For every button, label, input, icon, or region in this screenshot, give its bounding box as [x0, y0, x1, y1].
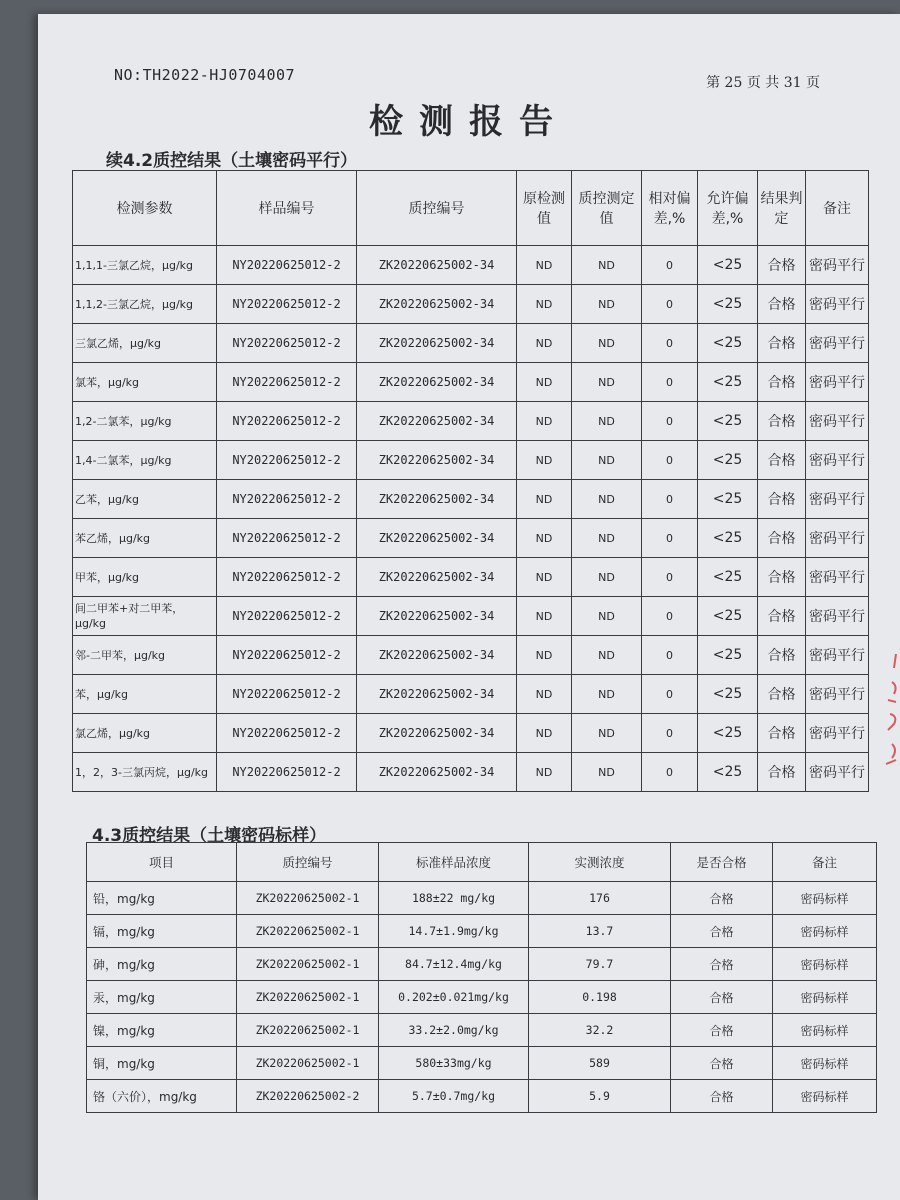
result-judgement-cell: 合格: [758, 246, 806, 285]
standard-sample-qc-table: [86, 842, 877, 1113]
sample-id-cell: NY20220625012-2: [217, 480, 357, 519]
standard-concentration-cell: 33.2±2.0mg/kg: [379, 1014, 529, 1047]
table-row: [73, 714, 869, 753]
result-judgement-cell: 合格: [758, 285, 806, 324]
report-number: NO:TH2022-HJ0704007: [114, 66, 296, 84]
column-header: 质控测定值: [572, 171, 642, 246]
sample-id-cell: NY20220625012-2: [217, 753, 357, 792]
item-cell: 铜，mg/kg: [87, 1047, 237, 1080]
test-parameter-cell: 1,2-二氯苯，μg/kg: [73, 402, 217, 441]
table-row: [73, 480, 869, 519]
standard-concentration-cell: 5.7±0.7mg/kg: [379, 1080, 529, 1113]
allowed-deviation-cell: <25: [698, 246, 758, 285]
original-value-cell: ND: [517, 480, 572, 519]
table-row: [73, 519, 869, 558]
table-row: [87, 1014, 877, 1047]
table-row: [73, 636, 869, 675]
qc-id-cell: ZK20220625002-34: [357, 636, 517, 675]
remark-cell: 密码标样: [773, 882, 877, 915]
original-value-cell: ND: [517, 753, 572, 792]
qc-id-cell: ZK20220625002-34: [357, 363, 517, 402]
measured-concentration-cell: 589: [529, 1047, 671, 1080]
remark-cell: 密码标样: [773, 1080, 877, 1113]
relative-deviation-cell: 0: [642, 558, 698, 597]
remark-cell: 密码平行: [806, 480, 869, 519]
remark-cell: 密码平行: [806, 753, 869, 792]
allowed-deviation-cell: <25: [698, 363, 758, 402]
column-header: 结果判定: [758, 171, 806, 246]
relative-deviation-cell: 0: [642, 246, 698, 285]
test-parameter-cell: 甲苯，μg/kg: [73, 558, 217, 597]
remark-cell: 密码平行: [806, 402, 869, 441]
original-value-cell: ND: [517, 714, 572, 753]
remark-cell: 密码平行: [806, 363, 869, 402]
relative-deviation-cell: 0: [642, 285, 698, 324]
remark-cell: 密码标样: [773, 948, 877, 981]
qc-id-cell: ZK20220625002-34: [357, 519, 517, 558]
original-value-cell: ND: [517, 519, 572, 558]
remark-cell: 密码平行: [806, 636, 869, 675]
table-row: [73, 753, 869, 792]
table-row: [73, 597, 869, 636]
report-page: [38, 14, 900, 1200]
result-judgement-cell: 合格: [758, 675, 806, 714]
relative-deviation-cell: 0: [642, 402, 698, 441]
qc-id-cell: ZK20220625002-34: [357, 675, 517, 714]
table-row: [73, 675, 869, 714]
remark-cell: 密码平行: [806, 597, 869, 636]
result-judgement-cell: 合格: [758, 558, 806, 597]
original-value-cell: ND: [517, 363, 572, 402]
column-header: 质控编号: [237, 843, 379, 882]
allowed-deviation-cell: <25: [698, 519, 758, 558]
standard-concentration-cell: 14.7±1.9mg/kg: [379, 915, 529, 948]
table-row: [87, 915, 877, 948]
table-row: [73, 402, 869, 441]
pass-status-cell: 合格: [671, 882, 773, 915]
remark-cell: 密码平行: [806, 675, 869, 714]
item-cell: 汞，mg/kg: [87, 981, 237, 1014]
allowed-deviation-cell: <25: [698, 714, 758, 753]
measured-concentration-cell: 32.2: [529, 1014, 671, 1047]
column-header: 相对偏差,%: [642, 171, 698, 246]
pass-status-cell: 合格: [671, 915, 773, 948]
result-judgement-cell: 合格: [758, 441, 806, 480]
relative-deviation-cell: 0: [642, 753, 698, 792]
parallel-qc-table: [72, 170, 869, 792]
test-parameter-cell: 间二甲苯+对二甲苯，μg/kg: [73, 597, 217, 636]
column-header: 标准样品浓度: [379, 843, 529, 882]
result-judgement-cell: 合格: [758, 402, 806, 441]
relative-deviation-cell: 0: [642, 363, 698, 402]
column-header: 实测浓度: [529, 843, 671, 882]
remark-cell: 密码标样: [773, 981, 877, 1014]
qc-id-cell: ZK20220625002-34: [357, 714, 517, 753]
qc-id-cell: ZK20220625002-34: [357, 753, 517, 792]
standard-concentration-cell: 0.202±0.021mg/kg: [379, 981, 529, 1014]
allowed-deviation-cell: <25: [698, 402, 758, 441]
measured-concentration-cell: 13.7: [529, 915, 671, 948]
column-header: 样品编号: [217, 171, 357, 246]
column-header: 检测参数: [73, 171, 217, 246]
table-row: [87, 981, 877, 1014]
column-header: 原检测值: [517, 171, 572, 246]
remark-cell: 密码平行: [806, 714, 869, 753]
sample-id-cell: NY20220625012-2: [217, 441, 357, 480]
result-judgement-cell: 合格: [758, 597, 806, 636]
relative-deviation-cell: 0: [642, 675, 698, 714]
test-parameter-cell: 1，2，3-三氯丙烷，μg/kg: [73, 753, 217, 792]
sample-id-cell: NY20220625012-2: [217, 636, 357, 675]
relative-deviation-cell: 0: [642, 714, 698, 753]
qc-value-cell: ND: [572, 324, 642, 363]
qc-id-cell: ZK20220625002-34: [357, 597, 517, 636]
table-row: [73, 558, 869, 597]
table-row: [87, 1080, 877, 1113]
result-judgement-cell: 合格: [758, 714, 806, 753]
original-value-cell: ND: [517, 285, 572, 324]
qc-value-cell: ND: [572, 753, 642, 792]
sample-id-cell: NY20220625012-2: [217, 519, 357, 558]
item-cell: 铬（六价），mg/kg: [87, 1080, 237, 1113]
relative-deviation-cell: 0: [642, 324, 698, 363]
table-row: [73, 285, 869, 324]
qc-value-cell: ND: [572, 480, 642, 519]
measured-concentration-cell: 79.7: [529, 948, 671, 981]
standard-concentration-cell: 580±33mg/kg: [379, 1047, 529, 1080]
qc-value-cell: ND: [572, 597, 642, 636]
remark-cell: 密码平行: [806, 519, 869, 558]
item-cell: 砷，mg/kg: [87, 948, 237, 981]
allowed-deviation-cell: <25: [698, 558, 758, 597]
sample-id-cell: NY20220625012-2: [217, 714, 357, 753]
original-value-cell: ND: [517, 246, 572, 285]
table-row: [87, 882, 877, 915]
remark-cell: 密码平行: [806, 324, 869, 363]
sample-id-cell: NY20220625012-2: [217, 324, 357, 363]
measured-concentration-cell: 5.9: [529, 1080, 671, 1113]
table-row: [73, 441, 869, 480]
qc-id-cell: ZK20220625002-34: [357, 324, 517, 363]
qc-value-cell: ND: [572, 636, 642, 675]
test-parameter-cell: 氯乙烯，μg/kg: [73, 714, 217, 753]
qc-id-cell: ZK20220625002-1: [237, 882, 379, 915]
result-judgement-cell: 合格: [758, 519, 806, 558]
column-header: 允许偏差,%: [698, 171, 758, 246]
qc-id-cell: ZK20220625002-1: [237, 1047, 379, 1080]
qc-id-cell: ZK20220625002-2: [237, 1080, 379, 1113]
red-seal-mark: [874, 654, 900, 774]
test-parameter-cell: 乙苯，μg/kg: [73, 480, 217, 519]
remark-cell: 密码平行: [806, 246, 869, 285]
standard-concentration-cell: 84.7±12.4mg/kg: [379, 948, 529, 981]
qc-id-cell: ZK20220625002-1: [237, 948, 379, 981]
qc-id-cell: ZK20220625002-34: [357, 402, 517, 441]
section-42-title: 续4.2质控结果（土壤密码平行）: [106, 151, 358, 171]
item-cell: 铅，mg/kg: [87, 882, 237, 915]
test-parameter-cell: 1,1,1-三氯乙烷，μg/kg: [73, 246, 217, 285]
table-row: [87, 1047, 877, 1080]
qc-value-cell: ND: [572, 246, 642, 285]
item-cell: 镍，mg/kg: [87, 1014, 237, 1047]
sample-id-cell: NY20220625012-2: [217, 285, 357, 324]
qc-id-cell: ZK20220625002-34: [357, 558, 517, 597]
test-parameter-cell: 苯，μg/kg: [73, 675, 217, 714]
original-value-cell: ND: [517, 597, 572, 636]
remark-cell: 密码标样: [773, 915, 877, 948]
column-header: 是否合格: [671, 843, 773, 882]
result-judgement-cell: 合格: [758, 363, 806, 402]
qc-value-cell: ND: [572, 675, 642, 714]
result-judgement-cell: 合格: [758, 324, 806, 363]
sample-id-cell: NY20220625012-2: [217, 246, 357, 285]
test-parameter-cell: 苯乙烯，μg/kg: [73, 519, 217, 558]
qc-id-cell: ZK20220625002-1: [237, 981, 379, 1014]
test-parameter-cell: 氯苯，μg/kg: [73, 363, 217, 402]
qc-value-cell: ND: [572, 714, 642, 753]
test-parameter-cell: 邻-二甲苯，μg/kg: [73, 636, 217, 675]
column-header: 项目: [87, 843, 237, 882]
measured-concentration-cell: 176: [529, 882, 671, 915]
pass-status-cell: 合格: [671, 948, 773, 981]
allowed-deviation-cell: <25: [698, 441, 758, 480]
remark-cell: 密码平行: [806, 558, 869, 597]
qc-id-cell: ZK20220625002-34: [357, 246, 517, 285]
original-value-cell: ND: [517, 558, 572, 597]
allowed-deviation-cell: <25: [698, 324, 758, 363]
qc-value-cell: ND: [572, 519, 642, 558]
pass-status-cell: 合格: [671, 1047, 773, 1080]
sample-id-cell: NY20220625012-2: [217, 363, 357, 402]
qc-id-cell: ZK20220625002-34: [357, 441, 517, 480]
relative-deviation-cell: 0: [642, 636, 698, 675]
original-value-cell: ND: [517, 636, 572, 675]
sample-id-cell: NY20220625012-2: [217, 558, 357, 597]
result-judgement-cell: 合格: [758, 636, 806, 675]
sample-id-cell: NY20220625012-2: [217, 675, 357, 714]
measured-concentration-cell: 0.198: [529, 981, 671, 1014]
item-cell: 镉，mg/kg: [87, 915, 237, 948]
remark-cell: 密码平行: [806, 441, 869, 480]
table-row: [73, 363, 869, 402]
allowed-deviation-cell: <25: [698, 753, 758, 792]
original-value-cell: ND: [517, 675, 572, 714]
standard-concentration-cell: 188±22 mg/kg: [379, 882, 529, 915]
qc-id-cell: ZK20220625002-1: [237, 915, 379, 948]
table-header-row: [73, 171, 869, 246]
page-indicator: 第 25 页 共 31 页: [706, 75, 820, 91]
table-row: [73, 324, 869, 363]
original-value-cell: ND: [517, 324, 572, 363]
relative-deviation-cell: 0: [642, 480, 698, 519]
column-header: 质控编号: [357, 171, 517, 246]
qc-value-cell: ND: [572, 285, 642, 324]
table-row: [87, 948, 877, 981]
sample-id-cell: NY20220625012-2: [217, 597, 357, 636]
relative-deviation-cell: 0: [642, 441, 698, 480]
test-parameter-cell: 1,4-二氯苯，μg/kg: [73, 441, 217, 480]
qc-id-cell: ZK20220625002-1: [237, 1014, 379, 1047]
qc-id-cell: ZK20220625002-34: [357, 285, 517, 324]
column-header: 备注: [773, 843, 877, 882]
sample-id-cell: NY20220625012-2: [217, 402, 357, 441]
document-title: 检测报告: [369, 102, 569, 142]
remark-cell: 密码标样: [773, 1047, 877, 1080]
column-header: 备注: [806, 171, 869, 246]
result-judgement-cell: 合格: [758, 480, 806, 519]
table-row: [73, 246, 869, 285]
relative-deviation-cell: 0: [642, 597, 698, 636]
test-parameter-cell: 1,1,2-三氯乙烷，μg/kg: [73, 285, 217, 324]
allowed-deviation-cell: <25: [698, 675, 758, 714]
remark-cell: 密码平行: [806, 285, 869, 324]
test-parameter-cell: 三氯乙烯，μg/kg: [73, 324, 217, 363]
table-header-row: [87, 843, 877, 882]
remark-cell: 密码标样: [773, 1014, 877, 1047]
qc-value-cell: ND: [572, 558, 642, 597]
allowed-deviation-cell: <25: [698, 636, 758, 675]
qc-value-cell: ND: [572, 402, 642, 441]
allowed-deviation-cell: <25: [698, 480, 758, 519]
section-43-title: 4.3质控结果（土壤密码标样）: [92, 826, 327, 846]
original-value-cell: ND: [517, 402, 572, 441]
pass-status-cell: 合格: [671, 1080, 773, 1113]
result-judgement-cell: 合格: [758, 753, 806, 792]
pass-status-cell: 合格: [671, 1014, 773, 1047]
relative-deviation-cell: 0: [642, 519, 698, 558]
pass-status-cell: 合格: [671, 981, 773, 1014]
original-value-cell: ND: [517, 441, 572, 480]
allowed-deviation-cell: <25: [698, 285, 758, 324]
allowed-deviation-cell: <25: [698, 597, 758, 636]
qc-id-cell: ZK20220625002-34: [357, 480, 517, 519]
qc-value-cell: ND: [572, 441, 642, 480]
qc-value-cell: ND: [572, 363, 642, 402]
